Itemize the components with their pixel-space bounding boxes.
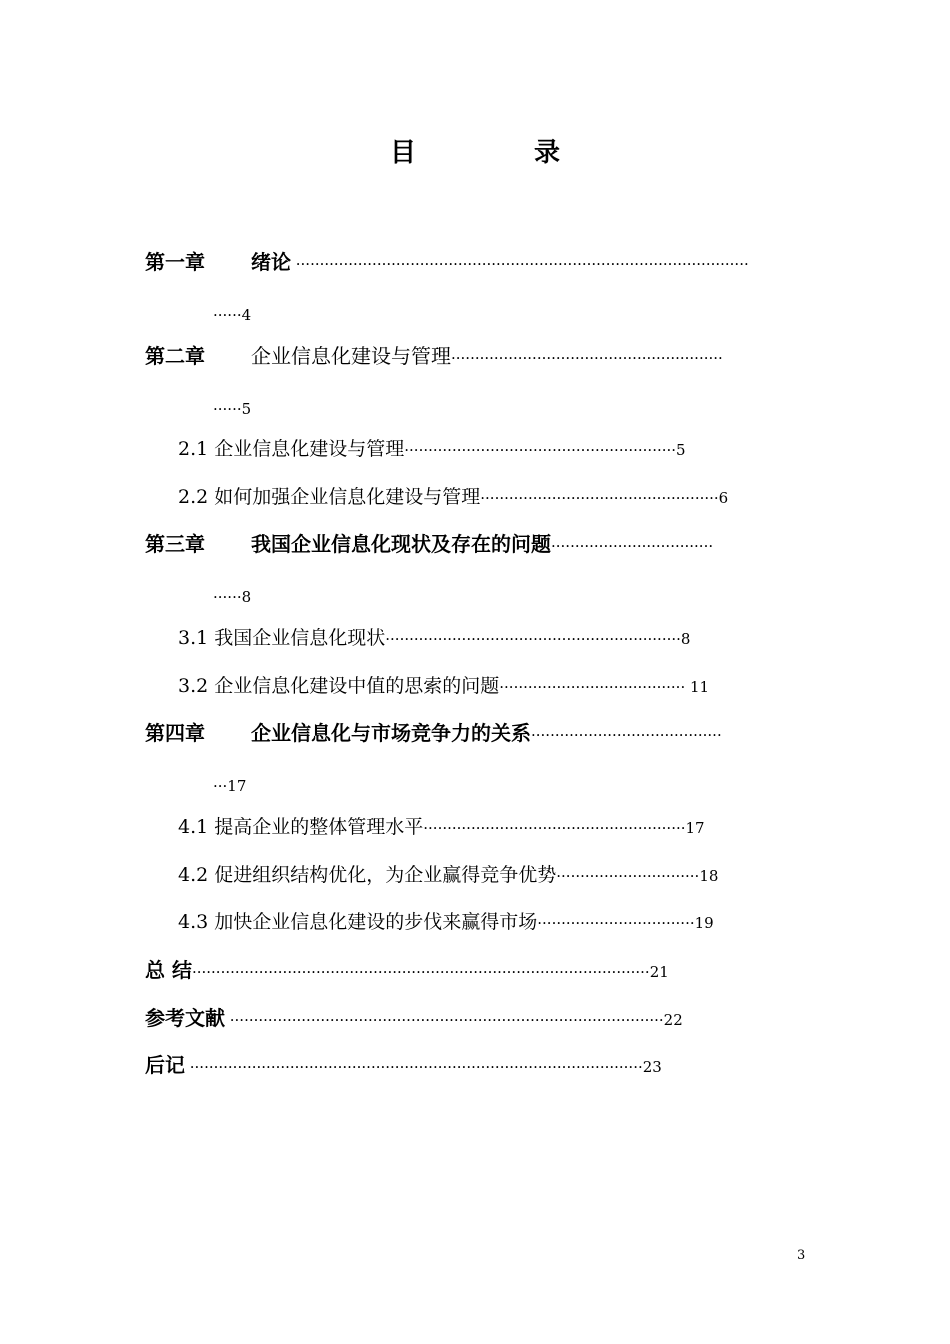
entry-page: 21: [649, 963, 669, 981]
toc-title: 目 录: [389, 138, 606, 168]
leader-dots: ··································: [551, 537, 714, 555]
section-title: 2.2 如何加强企业信息化建设与管理: [178, 486, 481, 508]
toc-section-4-1[interactable]: [178, 814, 705, 841]
chapter-title: 企业信息化与市场竞争力的关系: [251, 721, 531, 745]
toc-chapter-1-page: ······4: [213, 306, 252, 324]
section-title: 2.1 企业信息化建设与管理: [178, 438, 405, 460]
toc-chapter-2-page: ······5: [213, 400, 252, 418]
section-title: 4.1 提高企业的整体管理水平: [178, 816, 424, 838]
toc-references[interactable]: [145, 1005, 683, 1033]
chapter-label: 第四章: [145, 721, 205, 745]
toc-chapter-3-page: ······8: [213, 588, 252, 606]
entry-page: 22: [663, 1011, 683, 1029]
section-title: 4.2 促进组织结构优化，为企业赢得竞争优势: [178, 864, 557, 886]
section-page: 6: [718, 489, 729, 507]
toc-section-4-2[interactable]: [178, 862, 718, 889]
chapter-title: 绪论: [251, 250, 291, 274]
leader-dots: ·························································: [404, 441, 677, 459]
section-title: 4.3 加快企业信息化建设的步伐来赢得市场: [178, 911, 538, 933]
leader-dots: ·························································: [451, 349, 723, 367]
toc-section-4-3[interactable]: [178, 909, 714, 936]
leader-dots: ······························································: [385, 630, 681, 648]
toc-chapter-3[interactable]: [145, 531, 713, 559]
chapter-label: 第三章: [145, 532, 205, 556]
entry-title: 总 结: [145, 958, 192, 982]
section-page: 5: [676, 441, 686, 459]
toc-section-3-2[interactable]: [178, 673, 709, 700]
entry-title: 参考文献: [145, 1006, 225, 1030]
section-title: 3.2 企业信息化建设中值的思索的问题: [178, 675, 500, 697]
section-title: 3.1 我国企业信息化现状: [178, 627, 386, 649]
chapter-label: 第一章: [145, 250, 205, 274]
leader-dots: ······························: [556, 867, 700, 885]
toc-section-2-2[interactable]: [178, 484, 728, 511]
leader-dots: ································································································: [191, 963, 650, 981]
section-page: 8: [680, 630, 691, 648]
toc-chapter-2[interactable]: [145, 343, 723, 371]
section-page: 17: [685, 819, 705, 837]
leader-dots: ·································: [537, 914, 695, 932]
toc-chapter-1[interactable]: [145, 249, 749, 277]
leader-dots: ·······································: [499, 678, 686, 696]
toc-section-3-1[interactable]: [178, 625, 690, 652]
toc-summary[interactable]: [145, 957, 669, 985]
leader-dots: ···························································································: [225, 1011, 664, 1029]
chapter-title: 企业信息化建设与管理: [251, 344, 451, 368]
toc-chapter-4[interactable]: [145, 720, 722, 748]
leader-dots: ·······················································: [423, 819, 686, 837]
entry-page: 23: [642, 1058, 662, 1076]
chapter-label: 第二章: [145, 344, 205, 368]
chapter-title: 我国企业信息化现状及存在的问题: [251, 532, 551, 556]
section-page: 18: [699, 867, 719, 885]
page-number: 3: [797, 1248, 806, 1263]
leader-dots: ·······························································································: [291, 255, 749, 273]
leader-dots: ········································: [531, 726, 722, 744]
leader-dots: ·······························································································: [185, 1058, 643, 1076]
entry-title: 后记: [145, 1053, 185, 1077]
section-page: 19: [694, 914, 714, 932]
leader-dots: ··················································: [480, 489, 719, 507]
toc-section-2-1[interactable]: [178, 436, 686, 463]
toc-postscript[interactable]: [145, 1052, 662, 1080]
section-page: 11: [685, 678, 710, 696]
toc-chapter-4-page: ···17: [213, 777, 247, 795]
